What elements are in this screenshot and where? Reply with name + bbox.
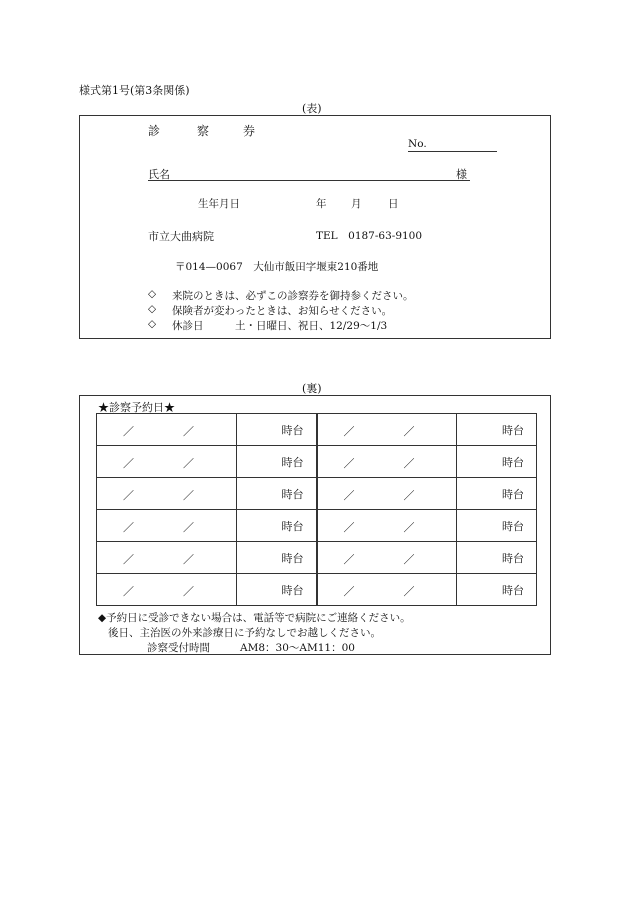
date-month-slash: ／ <box>123 425 134 438</box>
name-label: 氏名 <box>148 168 170 181</box>
appointment-date-cell <box>97 414 237 446</box>
date-month-slash: ／ <box>343 489 355 502</box>
appointment-date-cell <box>317 446 457 478</box>
appointment-hour-cell: 時台 <box>237 542 317 574</box>
date-day-slash: ／ <box>403 457 415 470</box>
appointment-hour-cell: 時台 <box>457 542 537 574</box>
date-month-slash: ／ <box>343 457 355 470</box>
appointment-date-cell <box>97 478 237 510</box>
date-month-slash: ／ <box>123 489 134 502</box>
birth-year-unit: 年 <box>316 198 327 210</box>
card-title-char-3: 券 <box>243 124 256 138</box>
date-month-slash: ／ <box>123 585 134 598</box>
appointment-heading: ★診察予約日★ <box>98 401 175 414</box>
appointment-date-cell <box>317 510 457 542</box>
reception-hours: AM8：30～AM11：00 <box>240 642 355 654</box>
hospital-address: 〒014—0067 大仙市飯田字堰東210番地 <box>175 261 379 273</box>
card-number-line <box>408 151 497 152</box>
reschedule-note: ◆予約日に受診できない場合は、電話等で病院にご連絡ください。 <box>98 612 411 624</box>
birth-day-unit: 日 <box>388 198 399 210</box>
back-caption: (裏) <box>302 382 322 395</box>
date-day-slash: ／ <box>183 553 194 566</box>
card-number-label: No. <box>408 138 427 150</box>
front-caption: (表) <box>302 102 322 115</box>
date-month-slash: ／ <box>123 521 134 534</box>
form-number: 様式第1号(第3条関係) <box>79 84 190 97</box>
birth-label: 生年月日 <box>198 198 240 210</box>
appointment-date-cell <box>317 478 457 510</box>
note-text: 休診日 土・日曜日、祝日、12/29～1/3 <box>172 320 388 332</box>
appointment-hour-cell: 時台 <box>237 414 317 446</box>
appointment-hour-cell: 時台 <box>457 574 537 606</box>
date-day-slash: ／ <box>403 489 415 502</box>
date-day-slash: ／ <box>183 425 194 438</box>
appointment-date-cell <box>97 542 237 574</box>
date-day-slash: ／ <box>183 521 194 534</box>
appointment-row <box>97 414 537 446</box>
date-month-slash: ／ <box>123 553 134 566</box>
appointment-hour-cell: 時台 <box>237 446 317 478</box>
appointment-date-cell <box>97 510 237 542</box>
date-day-slash: ／ <box>403 425 415 438</box>
appointment-row <box>97 574 537 606</box>
note-text: 来院のときは、必ずこの診察券を御持参ください。 <box>172 290 414 302</box>
appointment-date-cell <box>317 574 457 606</box>
appointment-hour-cell: 時台 <box>237 510 317 542</box>
hospital-tel: TEL 0187-63-9100 <box>316 230 423 242</box>
date-month-slash: ／ <box>343 585 355 598</box>
appointment-date-cell <box>317 414 457 446</box>
appointment-table <box>96 413 537 606</box>
note-mark: ◇ <box>148 318 157 330</box>
date-day-slash: ／ <box>403 521 415 534</box>
note-mark: ◇ <box>148 303 157 315</box>
name-suffix: 様 <box>456 168 467 181</box>
name-line <box>148 180 470 181</box>
appointment-row <box>97 542 537 574</box>
date-day-slash: ／ <box>183 457 194 470</box>
hospital-name: 市立大曲病院 <box>148 230 214 243</box>
date-month-slash: ／ <box>343 553 355 566</box>
appointment-date-cell <box>97 574 237 606</box>
date-day-slash: ／ <box>403 553 415 566</box>
appointment-hour-cell: 時台 <box>237 574 317 606</box>
date-day-slash: ／ <box>183 489 194 502</box>
appointment-hour-cell: 時台 <box>457 510 537 542</box>
reschedule-note-2: 後日、主治医の外来診療日に予約なしでお越しください。 <box>108 627 381 639</box>
card-title-char-1: 診 <box>148 124 161 138</box>
appointment-hour-cell: 時台 <box>457 414 537 446</box>
date-month-slash: ／ <box>123 457 134 470</box>
appointment-row <box>97 510 537 542</box>
appointment-hour-cell: 時台 <box>457 478 537 510</box>
birth-month-unit: 月 <box>351 198 362 210</box>
note-mark: ◇ <box>148 288 157 300</box>
appointment-row <box>97 446 537 478</box>
note-text: 保険者が変わったときは、お知らせください。 <box>172 305 393 317</box>
date-day-slash: ／ <box>183 585 194 598</box>
appointment-hour-cell: 時台 <box>237 478 317 510</box>
card-title-char-2: 察 <box>197 124 210 138</box>
appointment-date-cell <box>97 446 237 478</box>
date-month-slash: ／ <box>343 425 355 438</box>
date-month-slash: ／ <box>343 521 355 534</box>
appointment-date-cell <box>317 542 457 574</box>
appointment-row <box>97 478 537 510</box>
date-day-slash: ／ <box>403 585 415 598</box>
reception-label: 診察受付時間 <box>147 642 210 654</box>
appointment-hour-cell: 時台 <box>457 446 537 478</box>
